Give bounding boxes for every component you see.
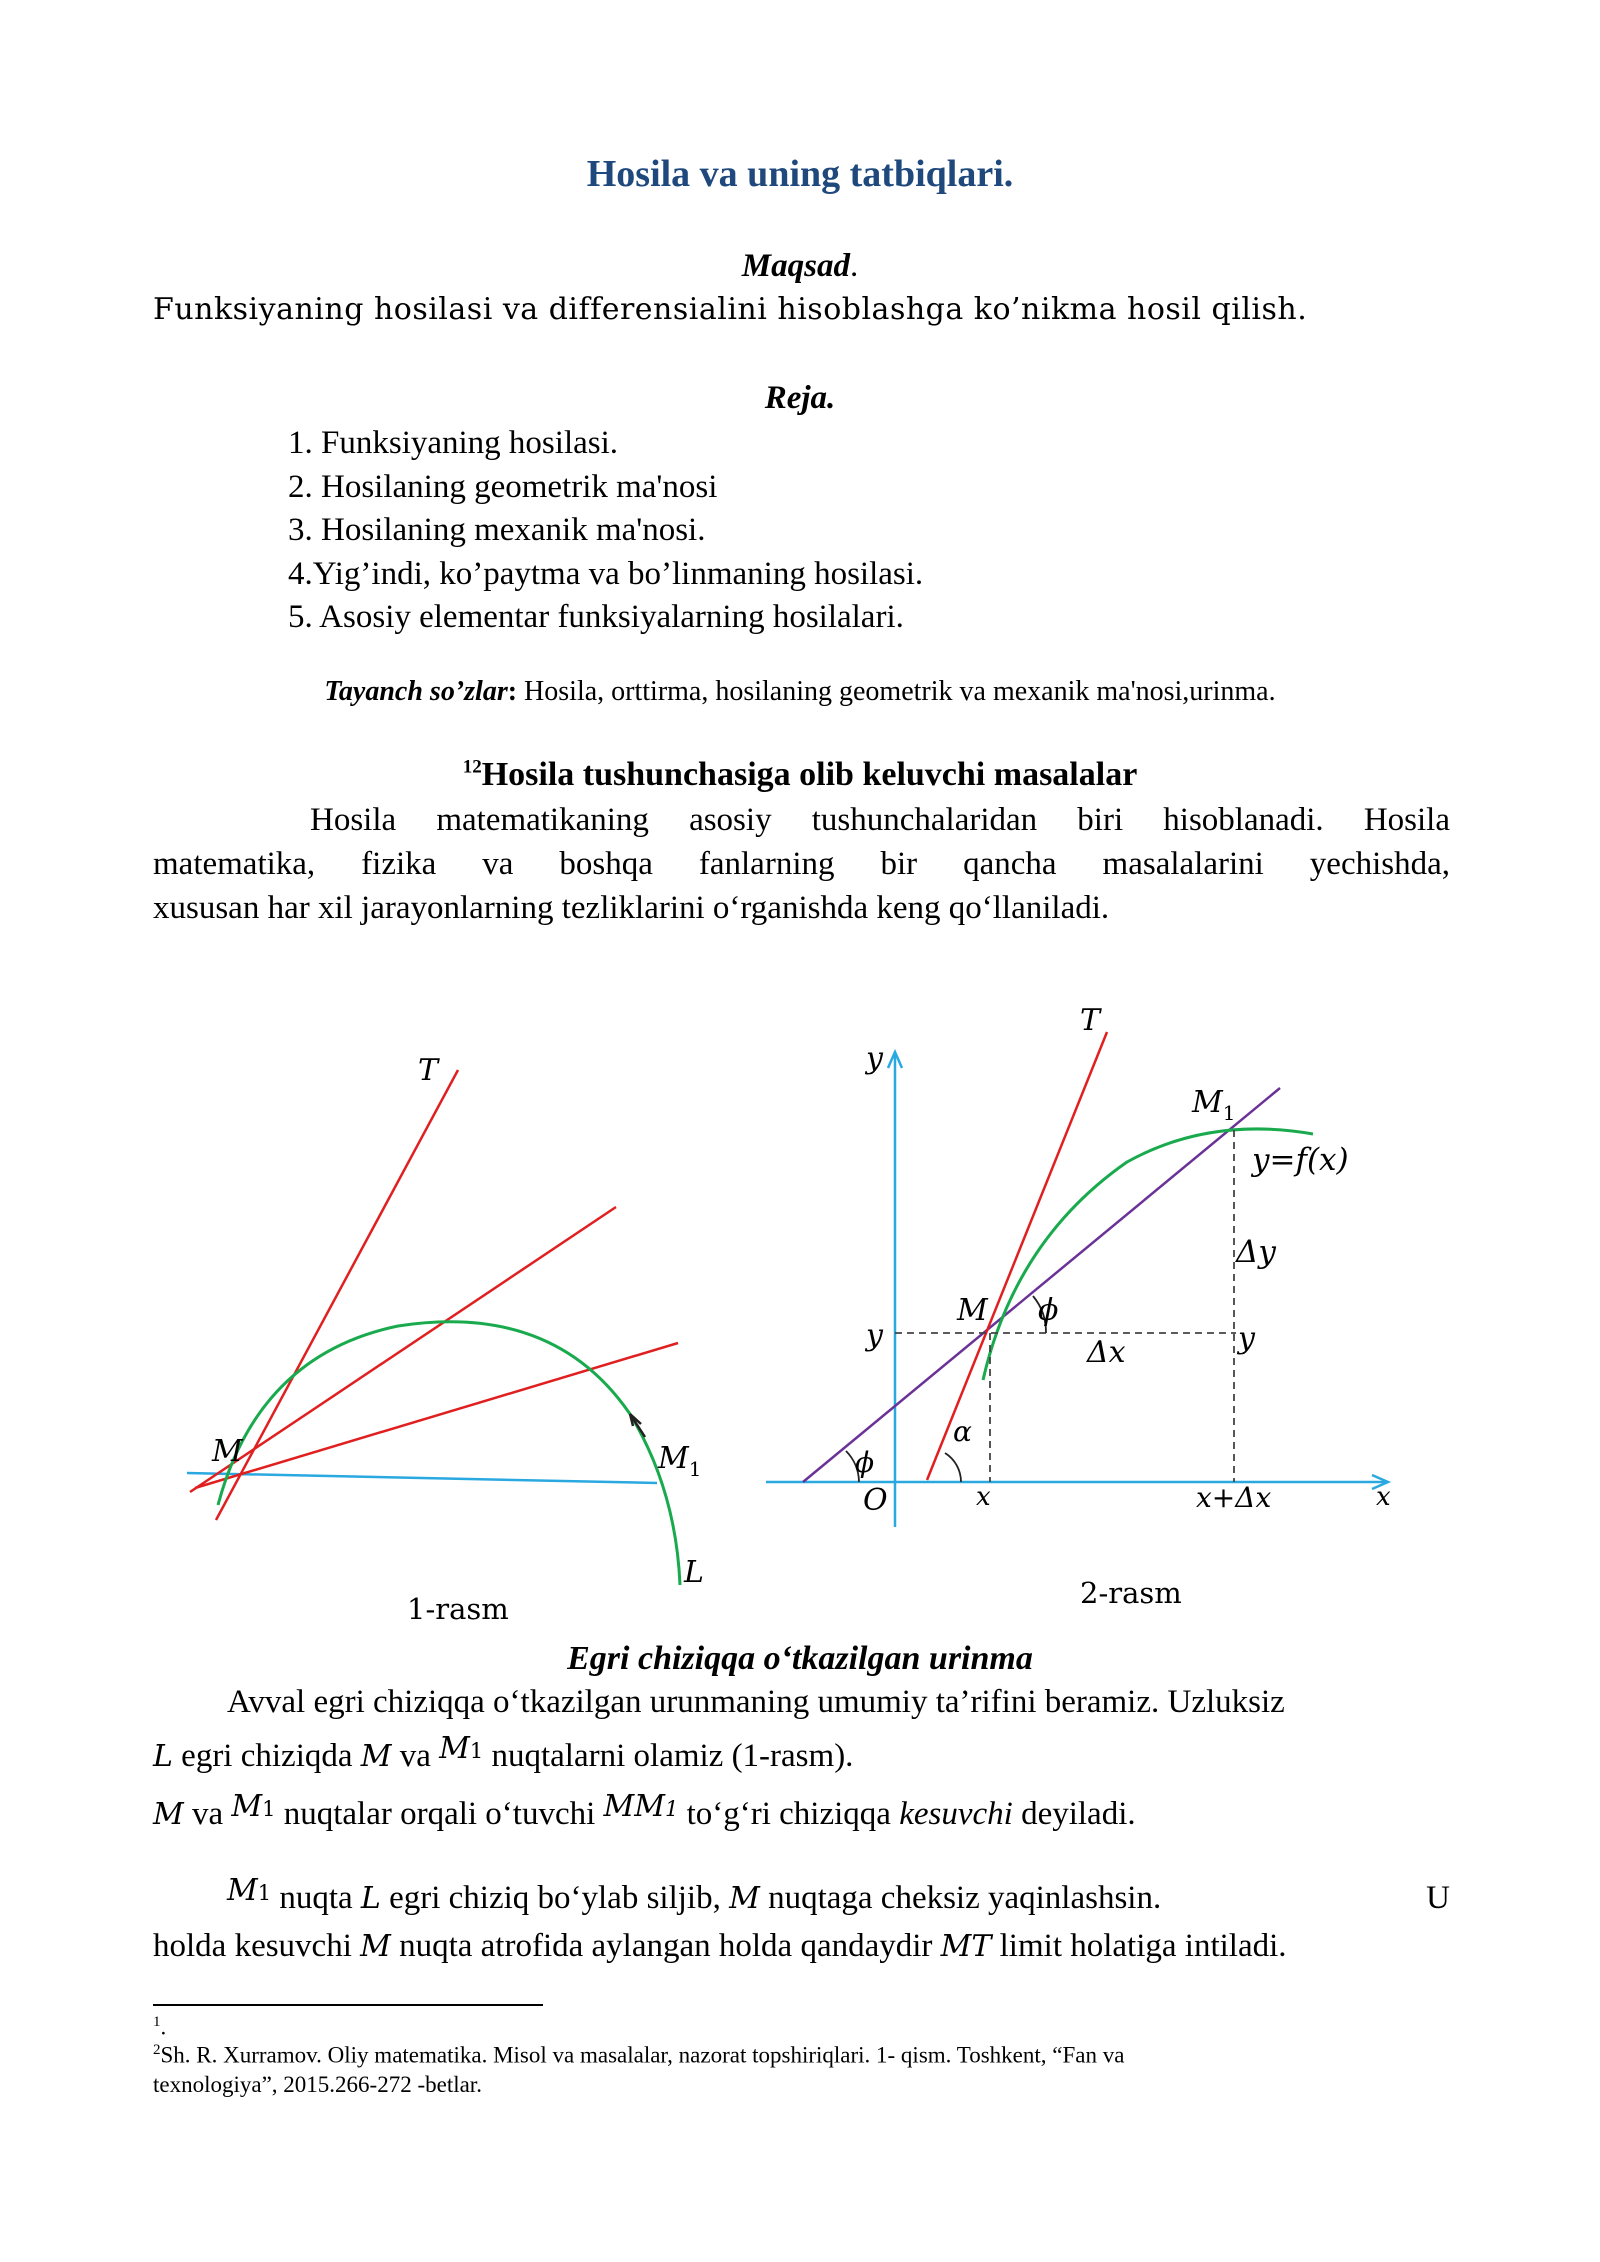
label-y-right: y [1238, 1321, 1255, 1356]
angle-arc-alpha [945, 1453, 961, 1482]
label-y-left: y [866, 1318, 883, 1353]
page-title: Hosila va uning tatbiqlari. [586, 153, 1014, 195]
figure-caption: 1-rasm [407, 1592, 509, 1626]
footnote-2: $^2$Sh. R. Xurramov. Oliy matematika. Misol va masalalar, nazorat topshiriqlari. 1- qism. Toshkent, “Fan va [153, 2042, 1125, 2068]
paragraph-line: matematika, fizika va boshqa fanlarning bir qancha masalalarini yechishda, [153, 846, 1450, 882]
keywords-text: Hosila, orttirma, hosilaning geometrik va mexanik ma'nosi,urinma. [517, 676, 1276, 707]
tangent-line-T [927, 1032, 1107, 1480]
math-M1: M1 [439, 1731, 484, 1766]
math-MM1: MM1 [603, 1789, 679, 1824]
footnote-separator [153, 2004, 543, 2006]
math-M: M [153, 1797, 184, 1832]
secant-purple-line [803, 1088, 1280, 1482]
label-M1: $M_1$ [1192, 1085, 1236, 1125]
paragraph-line: M1 nuqta L egri chiziq bo‘ylab siljib, M nuqtaga cheksiz yaqinlashsin. U [227, 1873, 1450, 1916]
paragraph-line: Hosila matematikaning asosiy tushunchalaridan biri hisoblanadi. Hosila [310, 802, 1450, 838]
label-T: T [1080, 1003, 1101, 1038]
plan-item: 5. Asosiy elementar funksiyalarning hosilalari. [288, 599, 904, 635]
math-M: M [360, 1739, 392, 1774]
label-phi: ϕ [855, 1446, 875, 1479]
paragraph-line: xususan har xil jarayonlarning tezliklarini o‘rganishda keng qo‘llaniladi. [153, 890, 1110, 926]
plan-item: 2. Hosilaning geometrik ma'nosi [288, 468, 718, 505]
label-phi: ϕ [1038, 1293, 1059, 1328]
math-M: M [360, 1929, 391, 1964]
keywords-label: Tayanch so’zlar [324, 676, 508, 707]
label-M: M [957, 1293, 988, 1328]
plan-item: 3. Hosilaning mexanik ma'nosi. [288, 512, 706, 548]
secant-blue-line [187, 1473, 657, 1483]
figure-1 [187, 1053, 704, 1626]
paragraph-line: holda kesuvchi M nuqta atrofida aylangan holda qandaydir MT limit holatiga intiladi. [153, 1928, 1287, 1964]
label-M1: $M_1$ [658, 1441, 702, 1481]
math-MT: MT [940, 1929, 992, 1964]
keywords: Tayanch so’zlar: Hosila, orttirma, hosilaning geometrik va mexanik ma'nosi,urinma. [324, 676, 1276, 707]
math-L: L [360, 1881, 381, 1916]
label-delta-x: Δx [1087, 1335, 1126, 1370]
goal-text: Funksiyaning hosilasi va differensialini hisoblashga ko’nikma hosil qilish. [153, 292, 1308, 327]
secant-line [195, 1343, 678, 1488]
plan-item: 4.Yig’indi, ko’paytma va bo’linmaning hosilasi. [288, 555, 924, 592]
math-L: L [153, 1739, 173, 1774]
plan-heading: Reja. [764, 380, 836, 416]
label-x-tick: x [976, 1482, 991, 1512]
label-x-axis: x [1376, 1482, 1391, 1512]
secant-line [190, 1207, 616, 1492]
label-origin: O [863, 1483, 888, 1518]
math-M1: M1 [227, 1873, 272, 1908]
footnote-2-cont: texnologiya”, 2015.266-272 -betlar. [153, 2072, 482, 2097]
goal-heading: Maqsad. [741, 248, 859, 284]
curve-L [218, 1322, 680, 1585]
label-alpha: α [953, 1415, 972, 1448]
paragraph-line: Avval egri chiziqqa o‘tkazilgan urunmaning umumiy ta’rifini beramiz. Uzluksiz [227, 1684, 1285, 1720]
footnote-1: $^1$. [153, 2014, 167, 2040]
figure-2 [766, 1003, 1391, 1610]
math-M1: M1 [231, 1789, 276, 1824]
label-T: T [418, 1053, 439, 1088]
label-function: y=f(x) [1252, 1142, 1349, 1178]
figure-caption: 2-rasm [1080, 1576, 1182, 1610]
plan-item: 1. Funksiyaning hosilasi. [288, 425, 619, 461]
section-heading: $^{12}$Hosila tushunchasiga olib keluvchi masalalar [462, 756, 1138, 793]
label-y-axis: y [866, 1041, 883, 1076]
label-delta-y: Δy [1236, 1234, 1276, 1270]
label-L: L [684, 1555, 704, 1590]
label-M: M [212, 1434, 243, 1469]
section-heading: Egri chiziqqa o‘tkazilgan urinma [567, 1640, 1033, 1677]
math-M: M [729, 1881, 760, 1916]
footnote-ref: 12 [462, 756, 482, 778]
tangent-line-MT [216, 1070, 458, 1520]
label-x-plus-dx: x+Δx [1196, 1481, 1272, 1514]
paragraph-line: L egri chiziqda M va M1 nuqtalarni olamiz (1-rasm). [153, 1731, 854, 1774]
paragraph-line: M va M1 nuqtalar orqali o‘tuvchi MM1 to‘g‘ri chiziqqa kesuvchi deyiladi. [153, 1789, 1136, 1832]
